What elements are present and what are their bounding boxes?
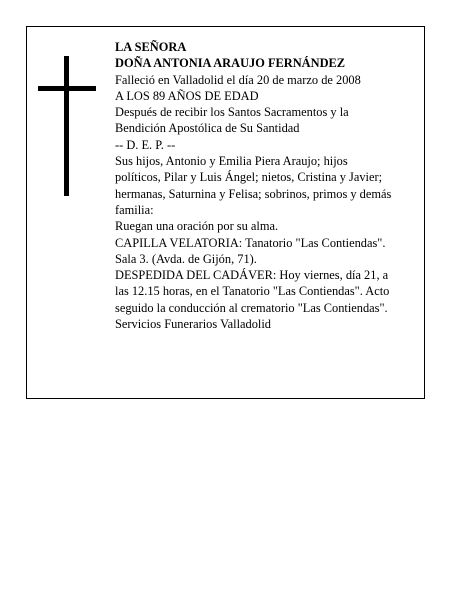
- family-line2: políticos, Pilar y Luis Ángel; nietos, Cristina y Javier;: [115, 170, 383, 185]
- chapel-line1: CAPILLA VELATORIA: Tanatorio "Las Contiendas".: [115, 235, 386, 250]
- age-info: A LOS 89 AÑOS DE EDAD: [115, 88, 259, 103]
- cross-icon: [64, 56, 69, 196]
- sacraments-line1: Después de recibir los Santos Sacramentos y la: [115, 105, 349, 120]
- sacraments-line2: Bendición Apostólica de Su Santidad: [115, 121, 300, 136]
- family-line1: Sus hijos, Antonio y Emilia Piera Araujo; hijos: [115, 154, 348, 169]
- family-line3: hermanas, Saturnina y Felisa; sobrinos, primos y demás: [115, 186, 392, 201]
- chapel-line2: Sala 3. (Avda. de Gijón, 71).: [115, 251, 257, 266]
- funeral-services: Servicios Funerarios Valladolid: [115, 317, 272, 332]
- prayer-line: Ruegan una oración por su alma.: [115, 219, 279, 234]
- rip-line: -- D. E. P. --: [115, 137, 176, 152]
- deceased-name: DOÑA ANTONIA ARAUJO FERNÁNDEZ: [115, 56, 346, 71]
- family-line4: familia:: [115, 202, 154, 217]
- death-info: Falleció en Valladolid el día 20 de marzo de 2008: [115, 72, 361, 87]
- cross-icon-crossbar: [38, 86, 96, 91]
- farewell-line2: las 12.15 horas, en el Tanatorio "Las Contiendas". Acto: [115, 284, 390, 299]
- farewell-line1: DESPEDIDA DEL CADÁVER: Hoy viernes, día 21, a: [115, 268, 389, 283]
- farewell-line3: seguido la conducción al crematorio "Las Contiendas".: [115, 300, 388, 315]
- obituary-text: [115, 39, 421, 332]
- notice-title-line1: LA SEÑORA: [115, 40, 187, 54]
